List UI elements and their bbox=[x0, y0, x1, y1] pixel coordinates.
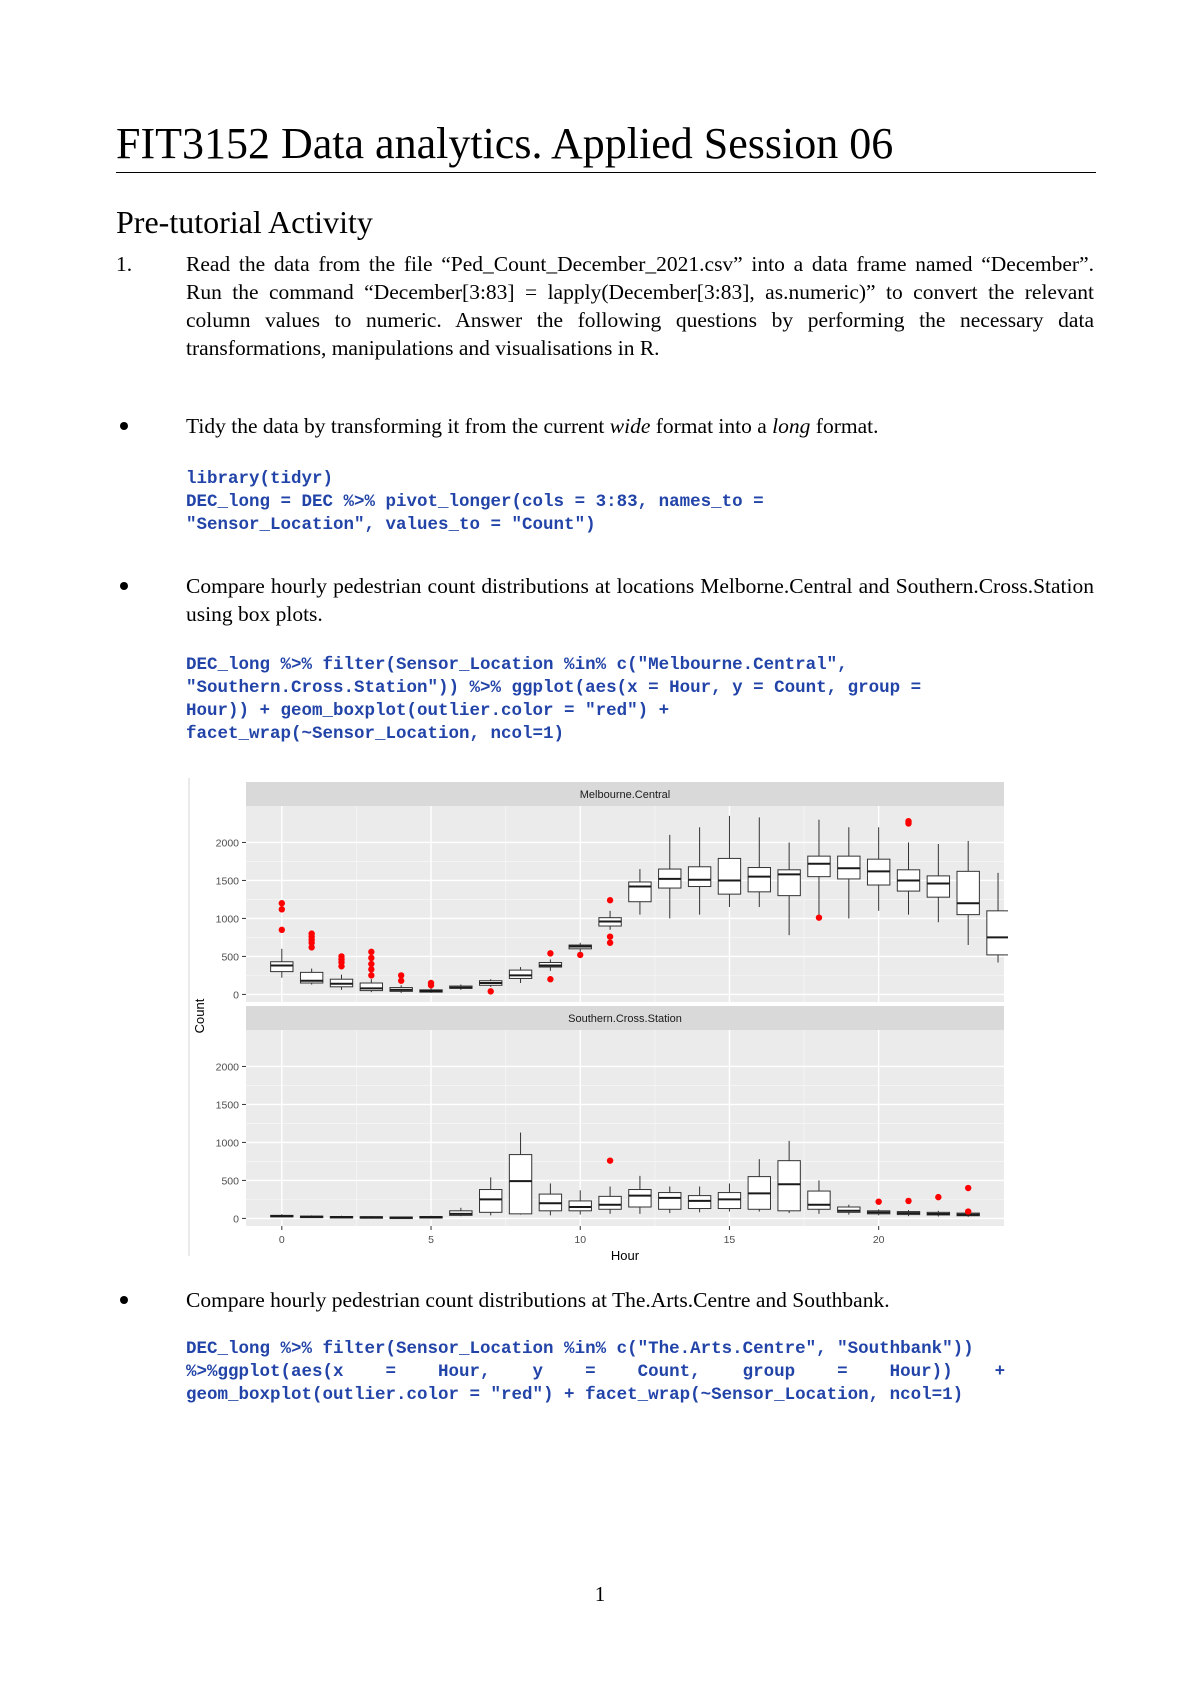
panel-background bbox=[246, 1030, 1004, 1226]
box-iqr bbox=[748, 868, 770, 892]
outlier-point bbox=[547, 950, 553, 956]
box-iqr bbox=[808, 856, 830, 877]
outlier-point bbox=[577, 952, 583, 958]
outlier-point bbox=[935, 1194, 941, 1200]
box-hour-2 bbox=[330, 1216, 352, 1218]
box-iqr bbox=[718, 1193, 740, 1209]
outlier-point bbox=[607, 897, 613, 903]
box-hour-5 bbox=[420, 1216, 442, 1218]
outlier-point bbox=[398, 972, 404, 978]
box-iqr bbox=[569, 1201, 591, 1211]
box-hour-3 bbox=[360, 1216, 382, 1218]
outlier-point bbox=[308, 930, 314, 936]
boxplot-figure bbox=[186, 770, 1008, 1262]
y-tick-label: 1000 bbox=[215, 1137, 239, 1150]
bullet1-text: Tidy the data by transforming it from the current wide format into a long format. bbox=[186, 414, 879, 438]
y-tick-label: 1500 bbox=[215, 1099, 239, 1112]
box-iqr bbox=[271, 962, 293, 972]
x-tick-label: 15 bbox=[723, 1234, 736, 1246]
box-iqr bbox=[599, 1196, 621, 1209]
box-iqr bbox=[360, 983, 382, 991]
x-tick-label: 5 bbox=[428, 1234, 434, 1246]
box-iqr bbox=[808, 1191, 830, 1209]
code-block-boxplot-1: DEC_long %>% filter(Sensor_Location %in% c("Melbourne.Central", "Southern.Cross.Station")) %>% ggplot(aes(x = Hour, y = Count, group = Hour)) + geom_boxplot(outlier.color = "red") + facet_wrap(~Sensor_Location, ncol=1) bbox=[186, 655, 922, 744]
page-title: FIT3152 Data analytics. Applied Session 06 bbox=[116, 118, 1096, 173]
box-iqr bbox=[480, 1190, 502, 1213]
box-iqr bbox=[987, 911, 1008, 955]
page-number: 1 bbox=[594, 1582, 606, 1606]
x-axis-label: Hour bbox=[610, 1248, 640, 1262]
y-tick-label: 2000 bbox=[215, 1061, 239, 1074]
box-iqr bbox=[957, 871, 979, 914]
x-tick-label: 0 bbox=[278, 1234, 285, 1246]
outlier-point bbox=[368, 972, 374, 978]
y-tick-label: 500 bbox=[221, 1175, 239, 1188]
outlier-point bbox=[338, 953, 344, 959]
outlier-point bbox=[875, 1198, 881, 1204]
box-iqr bbox=[629, 1190, 651, 1207]
outlier-point bbox=[488, 988, 494, 994]
box-iqr bbox=[688, 867, 710, 887]
outlier-point bbox=[965, 1208, 971, 1214]
box-iqr bbox=[778, 1161, 800, 1211]
section-heading: Pre-tutorial Activity bbox=[116, 204, 373, 240]
y-tick-label: 0 bbox=[233, 989, 239, 1002]
y-tick-label: 1000 bbox=[215, 913, 239, 926]
box-iqr bbox=[688, 1196, 710, 1209]
y-axis-label: Count bbox=[192, 998, 207, 1034]
outlier-point bbox=[607, 933, 613, 939]
outlier-point bbox=[368, 961, 374, 967]
x-tick-label: 20 bbox=[872, 1234, 885, 1246]
outlier-point bbox=[368, 955, 374, 961]
code-block-tidy: library(tidyr) DEC_long = DEC %>% pivot_longer(cols = 3:83, names_to = "Sensor_Location", values_to = "Count") bbox=[186, 469, 764, 535]
facet-strip-label: Southern.Cross.Station bbox=[568, 1013, 682, 1025]
bullet-marker bbox=[120, 1296, 128, 1304]
y-tick-label: 2000 bbox=[215, 837, 239, 850]
item-number: 1. bbox=[116, 252, 133, 276]
outlier-point bbox=[279, 900, 285, 906]
x-tick-label: 10 bbox=[574, 1234, 587, 1246]
outlier-point bbox=[607, 1157, 613, 1163]
box-iqr bbox=[659, 1193, 681, 1210]
box-iqr bbox=[927, 876, 949, 897]
y-tick-label: 0 bbox=[233, 1213, 239, 1226]
outlier-point bbox=[279, 927, 285, 933]
outlier-point bbox=[607, 940, 613, 946]
box-iqr bbox=[718, 858, 740, 894]
item-text: Read the data from the file “Ped_Count_December_2021.csv” into a data frame named “December”. Run the command “December[3:83] = lapply(December[3:83], as.numeric)” to convert the relevant column values to numeric. Answer the following questions by performing the necessary data transformations, manipulations and visualisations in R. bbox=[186, 252, 1094, 360]
box-iqr bbox=[629, 882, 651, 902]
facet-strip-label: Melbourne.Central bbox=[579, 789, 671, 801]
outlier-point bbox=[428, 980, 434, 986]
box-hour-4 bbox=[390, 1217, 412, 1219]
outlier-point bbox=[279, 906, 285, 912]
bullet-marker bbox=[120, 582, 128, 590]
outlier-point bbox=[905, 1198, 911, 1204]
outlier-point bbox=[965, 1185, 971, 1191]
outlier-point bbox=[547, 976, 553, 982]
bullet-marker bbox=[120, 422, 128, 430]
y-tick-label: 500 bbox=[221, 951, 239, 964]
bullet3-text: Compare hourly pedestrian count distributions at The.Arts.Centre and Southbank. bbox=[186, 1288, 890, 1312]
box-iqr bbox=[509, 970, 531, 978]
code-block-boxplot-2: DEC_long %>% filter(Sensor_Location %in% c("The.Arts.Centre", "Southbank")) %>%ggplot(aes(x = Hour, y = Count, group = Hour)) + geom_boxplot(outlier.color = "red") + facet_wrap(~Sensor_Location, ncol=1) bbox=[186, 1339, 1006, 1405]
bullet2-text: Compare hourly pedestrian count distributions at locations Melborne.Central and Southern.Cross.Station using box plots. bbox=[186, 574, 1094, 626]
y-tick-label: 1500 bbox=[215, 875, 239, 888]
outlier-point bbox=[368, 949, 374, 955]
box-hour-1 bbox=[300, 1215, 322, 1217]
outlier-point bbox=[816, 914, 822, 920]
box-iqr bbox=[509, 1155, 531, 1214]
panel-background bbox=[246, 806, 1004, 1002]
outlier-point bbox=[905, 818, 911, 824]
